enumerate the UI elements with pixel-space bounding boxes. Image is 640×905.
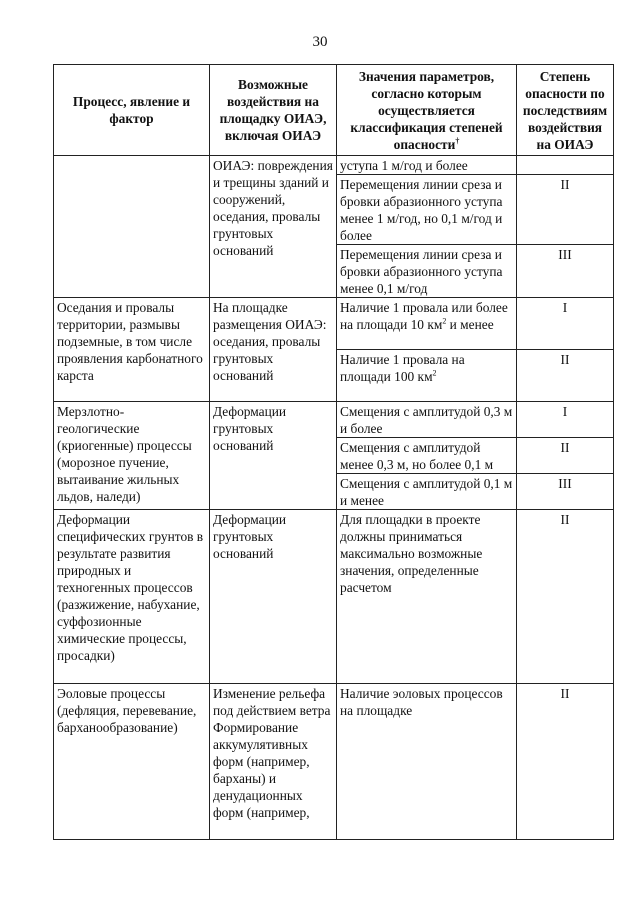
parameter-cell: Для площадки в проекте должны приниматься максимально возможные значения, определенные расчетом xyxy=(337,510,517,684)
hazard-table xyxy=(53,64,614,840)
table-row xyxy=(54,156,614,175)
parameter-cell: Перемещения линии среза и бровки абразионного уступа менее 0,1 м/год xyxy=(337,245,517,298)
process-cell: Эоловые процессы (дефляция, перевевание, барханообразование) xyxy=(54,684,210,840)
degree-cell: III xyxy=(517,245,614,298)
parameter-cell: Перемещения линии среза и бровки абразионного уступа менее 1 м/год, но 0,1 м/год и более xyxy=(337,175,517,245)
process-cell xyxy=(54,156,210,298)
degree-cell: II xyxy=(517,175,614,245)
parameter-cell: Наличие 1 провала или более на площади 10 $км^2$ и менее xyxy=(337,298,517,350)
header-degree: Степень опасности по последствиям воздействия на ОИАЭ xyxy=(517,65,614,156)
table-row xyxy=(54,402,614,438)
parameter-cell: Смещения с амплитудой 0,1 м и менее xyxy=(337,474,517,510)
parameter-cell: уступа 1 м/год и более xyxy=(337,156,517,175)
degree-cell: I xyxy=(517,402,614,438)
header-process: Процесс, явление и фактор xyxy=(54,65,210,156)
degree-cell xyxy=(517,156,614,175)
footnote-mark: † xyxy=(455,136,460,146)
degree-cell: I xyxy=(517,298,614,350)
process-cell: Мерзлотно-геологические (криогенные) процессы (морозное пучение, вытаивание жильных льдов, наледи) xyxy=(54,402,210,510)
header-impact: Возможные воздействия на площадку ОИАЭ, включая ОИАЭ xyxy=(210,65,337,156)
impact-cell: Изменение рельефа под действием ветра Формирование аккумулятивных форм (например, барханы) и денудационных форм (например, xyxy=(210,684,337,840)
parameter-cell: Наличие 1 провала на площади 100 $км^2$ xyxy=(337,350,517,402)
parameter-cell: Наличие эоловых процессов на площадке xyxy=(337,684,517,840)
degree-cell: II xyxy=(517,684,614,840)
table-row xyxy=(54,298,614,350)
degree-cell: III xyxy=(517,474,614,510)
impact-cell: Деформации грунтовых оснований xyxy=(210,510,337,684)
parameter-cell: Смещения с амплитудой 0,3 м и более xyxy=(337,402,517,438)
page-number: 30 xyxy=(312,34,328,50)
impact-cell: На площадке размещения ОИАЭ: оседания, провалы грунтовых оснований xyxy=(210,298,337,402)
process-cell: Деформации специфических грунтов в результате развития природных и техногенных процессов (разжижение, набухание, суффозионные химические процессы, просадки) xyxy=(54,510,210,684)
impact-cell: ОИАЭ: повреждения и трещины зданий и сооружений, оседания, провалы грунтовых оснований xyxy=(210,156,337,298)
parameter-cell: Смещения с амплитудой менее 0,3 м, но более 0,1 м xyxy=(337,438,517,474)
table-row xyxy=(54,510,614,684)
header-parameters: Значения параметров, согласно которым осуществляется классификация степеней опасности† xyxy=(337,65,517,156)
process-cell: Оседания и провалы территории, размывы подземные, в том числе проявления карбонатного карста xyxy=(54,298,210,402)
degree-cell: II xyxy=(517,510,614,684)
degree-cell: II xyxy=(517,438,614,474)
table-row xyxy=(54,684,614,840)
impact-cell: Деформации грунтовых оснований xyxy=(210,402,337,510)
degree-cell: II xyxy=(517,350,614,402)
table-header-row xyxy=(54,65,614,156)
